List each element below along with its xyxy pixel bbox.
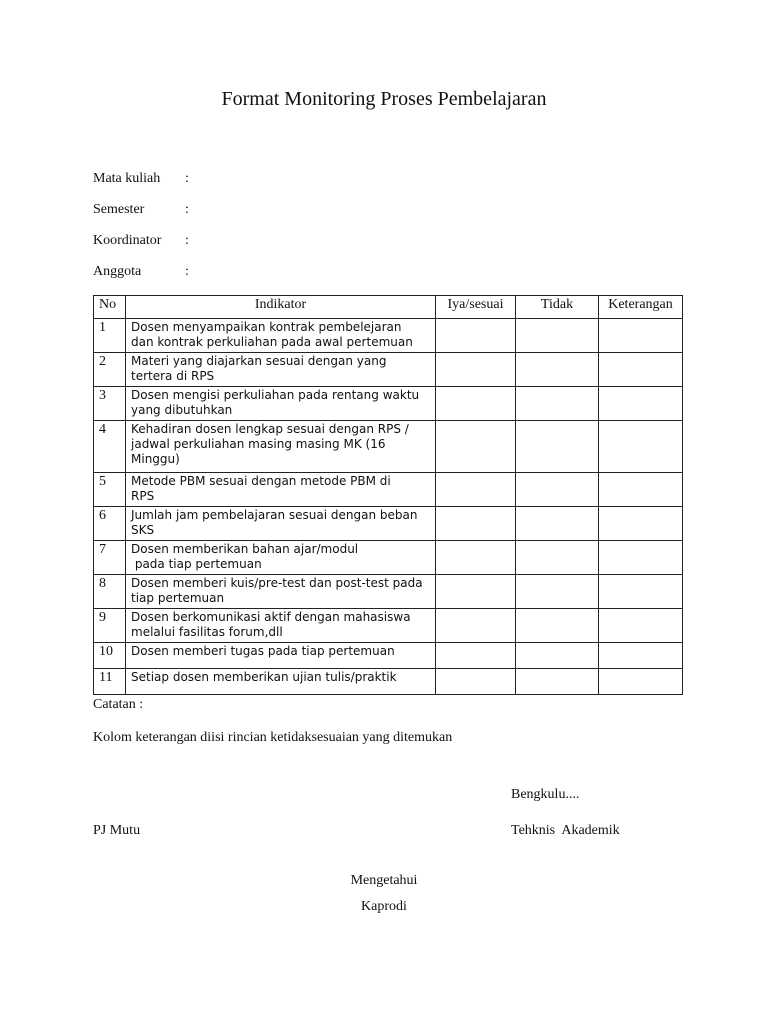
row-indikator: Dosen memberikan bahan ajar/modul pada tiap pertemuan (126, 541, 436, 575)
catatan-label: Catatan : (93, 697, 144, 712)
header-keterangan: Keterangan (599, 296, 683, 319)
cell-tidak[interactable] (516, 421, 599, 473)
row-number: 8 (94, 575, 126, 609)
meta-label: Mata kuliah (93, 171, 161, 186)
row-indikator: Jumlah jam pembelajaran sesuai dengan beban SKS (126, 507, 436, 541)
cell-keterangan[interactable] (599, 541, 683, 575)
row-indikator: Metode PBM sesuai dengan metode PBM di RPS (126, 473, 436, 507)
cell-iya-sesuai[interactable] (436, 319, 516, 353)
cell-tidak[interactable] (516, 387, 599, 421)
table-row (94, 421, 683, 473)
cell-tidak[interactable] (516, 473, 599, 507)
cell-tidak[interactable] (516, 669, 599, 695)
row-number: 3 (94, 387, 126, 421)
row-number: 10 (94, 643, 126, 669)
table-row (94, 319, 683, 353)
signatory-kaprodi: Kaprodi (361, 899, 407, 914)
row-number: 7 (94, 541, 126, 575)
cell-iya-sesuai[interactable] (436, 575, 516, 609)
cell-keterangan[interactable] (599, 421, 683, 473)
row-indikator: Dosen berkomunikasi aktif dengan mahasiswa melalui fasilitas forum,dll (126, 609, 436, 643)
cell-tidak[interactable] (516, 507, 599, 541)
signatory-tehknis-akademik: Tehknis Akademik (511, 823, 620, 838)
cell-iya-sesuai[interactable] (436, 421, 516, 473)
cell-keterangan[interactable] (599, 669, 683, 695)
meta-row-anggota (93, 264, 189, 280)
place-date: Bengkulu.... (511, 787, 580, 802)
mengetahui-label: Mengetahui (350, 873, 418, 888)
row-indikator: Setiap dosen memberikan ujian tulis/praktik (126, 669, 436, 695)
meta-separator: : (185, 233, 189, 248)
cell-iya-sesuai[interactable] (436, 473, 516, 507)
table-row (94, 643, 683, 669)
table-row (94, 507, 683, 541)
cell-tidak[interactable] (516, 609, 599, 643)
meta-row-koordinator (93, 233, 189, 249)
table-header-row (94, 296, 683, 319)
cell-keterangan[interactable] (599, 387, 683, 421)
row-number: 6 (94, 507, 126, 541)
meta-label: Semester (93, 202, 145, 217)
cell-tidak[interactable] (516, 353, 599, 387)
row-number: 2 (94, 353, 126, 387)
cell-tidak[interactable] (516, 575, 599, 609)
cell-tidak[interactable] (516, 319, 599, 353)
row-number: 5 (94, 473, 126, 507)
row-number: 4 (94, 421, 126, 473)
cell-tidak[interactable] (516, 643, 599, 669)
table-row (94, 353, 683, 387)
meta-label: Koordinator (93, 233, 162, 248)
kolom-note: Kolom keterangan diisi rincian ketidaksesuaian yang ditemukan (93, 730, 453, 745)
row-indikator: Dosen memberi kuis/pre-test dan post-test pada tiap pertemuan (126, 575, 436, 609)
cell-iya-sesuai[interactable] (436, 507, 516, 541)
cell-iya-sesuai[interactable] (436, 387, 516, 421)
meta-separator: : (185, 264, 189, 279)
row-number: 11 (94, 669, 126, 695)
cell-iya-sesuai[interactable] (436, 609, 516, 643)
table-row (94, 387, 683, 421)
header-tidak: Tidak (516, 296, 599, 319)
page-title: Format Monitoring Proses Pembelajaran (221, 88, 547, 110)
row-number: 1 (94, 319, 126, 353)
row-indikator: Dosen menyampaikan kontrak pembelejaran dan kontrak perkuliahan pada awal pertemuan (126, 319, 436, 353)
row-indikator: Kehadiran dosen lengkap sesuai dengan RPS / jadwal perkuliahan masing masing MK (16 Minggu) (126, 421, 436, 473)
cell-tidak[interactable] (516, 541, 599, 575)
cell-iya-sesuai[interactable] (436, 669, 516, 695)
signatory-pj-mutu: PJ Mutu (93, 823, 141, 838)
monitoring-table (93, 295, 683, 695)
meta-row-semester (93, 202, 189, 218)
cell-iya-sesuai[interactable] (436, 353, 516, 387)
header-no: No (94, 296, 126, 319)
meta-separator: : (185, 171, 189, 186)
header-indikator: Indikator (126, 296, 436, 319)
row-indikator: Materi yang diajarkan sesuai dengan yang tertera di RPS (126, 353, 436, 387)
meta-label: Anggota (93, 264, 142, 279)
row-number: 9 (94, 609, 126, 643)
cell-keterangan[interactable] (599, 319, 683, 353)
row-indikator: Dosen mengisi perkuliahan pada rentang waktu yang dibutuhkan (126, 387, 436, 421)
meta-separator: : (185, 202, 189, 217)
table-row (94, 609, 683, 643)
cell-iya-sesuai[interactable] (436, 643, 516, 669)
table-row (94, 541, 683, 575)
cell-keterangan[interactable] (599, 643, 683, 669)
table-row (94, 575, 683, 609)
cell-keterangan[interactable] (599, 507, 683, 541)
cell-keterangan[interactable] (599, 473, 683, 507)
cell-iya-sesuai[interactable] (436, 541, 516, 575)
cell-keterangan[interactable] (599, 575, 683, 609)
header-iya-sesuai: Iya/sesuai (436, 296, 516, 319)
cell-keterangan[interactable] (599, 609, 683, 643)
cell-keterangan[interactable] (599, 353, 683, 387)
table-row (94, 473, 683, 507)
table-row (94, 669, 683, 695)
meta-row-mata-kuliah (93, 171, 189, 187)
row-indikator: Dosen memberi tugas pada tiap pertemuan (126, 643, 436, 669)
